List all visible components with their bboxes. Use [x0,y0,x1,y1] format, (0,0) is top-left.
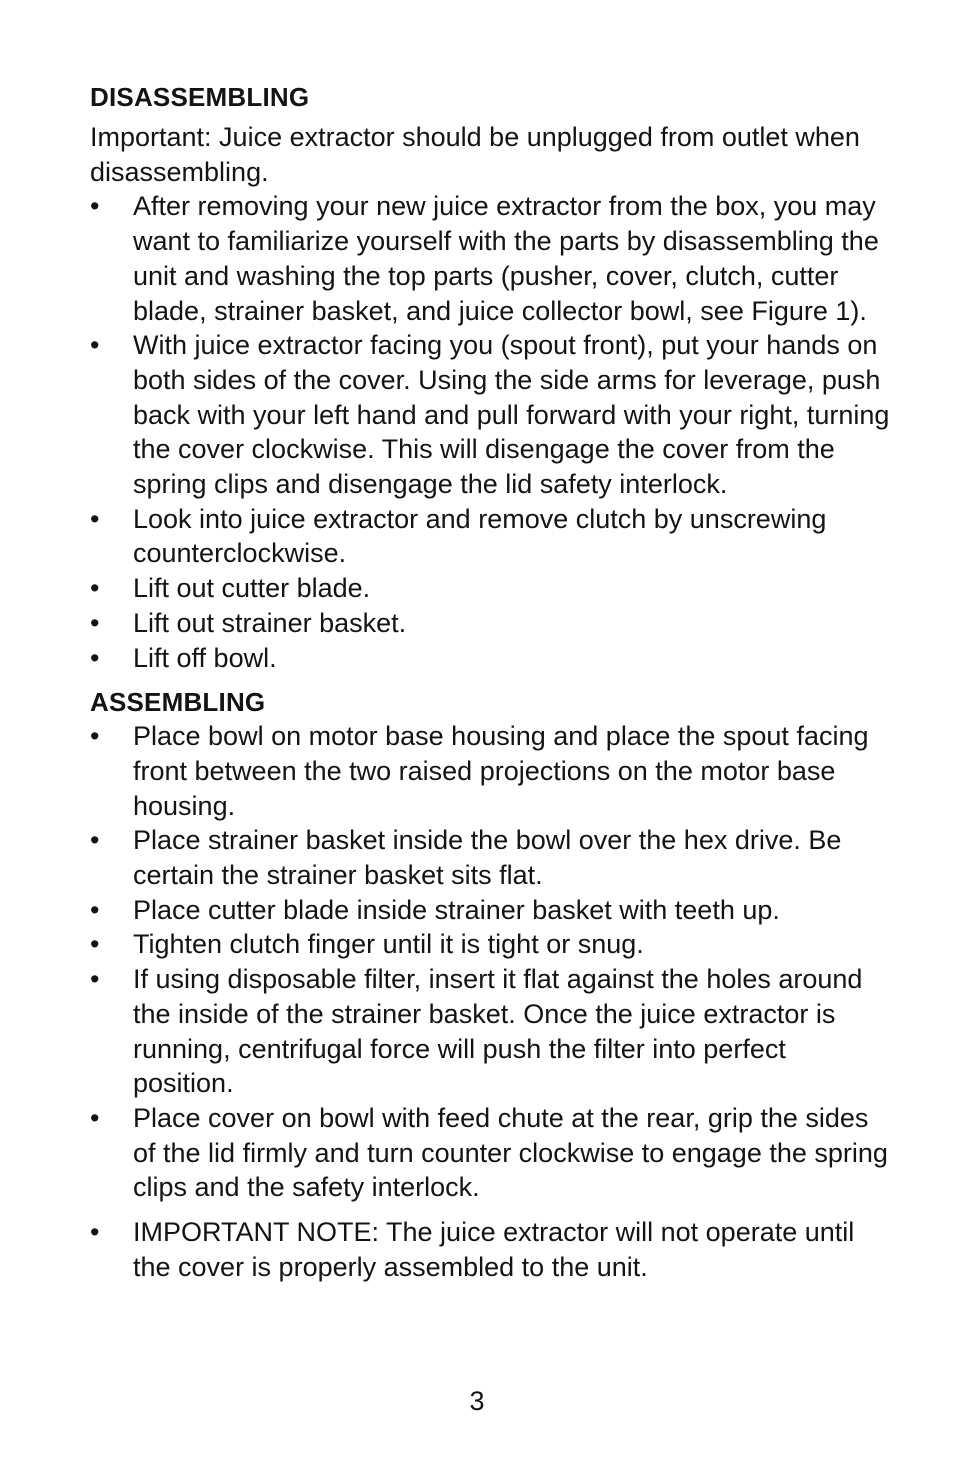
bullet-marker: • [90,825,100,856]
list-item-text: If using disposable filter, insert it flat against the holes around the inside of the strainer basket. Once the juice extractor is running, centrifugal force will push the filter into perfect position. [133,964,863,1099]
bullet-marker: • [90,503,100,534]
list-item-text: Look into juice extractor and remove clutch by unscrewing counterclockwise. [133,503,827,569]
list-item [90,893,890,928]
list-item-text: Place cutter blade inside strainer basket with teeth up. [133,894,780,925]
important-note-item [90,1215,890,1284]
bullet-marker: • [90,607,100,638]
list-item-text: Lift off bowl. [133,642,277,673]
disassembling-intro: Important: Juice extractor should be unplugged from outlet when disassembling. [90,122,860,187]
list-item-text: With juice extractor facing you (spout front), put your hands on both sides of the cover. Using the side arms for leverage, push back with your left hand and pull forward with your right, turning the cover clockwise. This will disengage the cover from the spring clips and disengage the lid safety interlock. [133,330,890,500]
list-item [90,1101,890,1205]
bullet-marker: • [90,330,100,361]
list-item [90,328,890,502]
bullet-marker: • [90,642,100,673]
list-item-text: Lift out cutter blade. [133,573,371,604]
list-item [90,641,890,676]
list-item [90,571,890,606]
list-item [90,962,890,1101]
list-item-text: Place bowl on motor base housing and place the spout facing front between the two raised projections on the motor base housing. [133,721,869,821]
list-item [90,719,890,823]
bullet-marker: • [90,964,100,995]
list-item-text: Lift out strainer basket. [133,607,407,638]
list-item [90,502,890,571]
manual-page [90,80,890,1285]
list-item [90,189,890,328]
bullet-marker: • [90,929,100,960]
bullet-marker: • [90,1217,100,1248]
list-item-text: Place cover on bowl with feed chute at the rear, grip the sides of the lid firmly and turn counter clockwise to engage the spring clips and the safety interlock. [133,1102,888,1203]
assembling-heading: ASSEMBLING [90,687,266,718]
list-item [90,927,890,962]
bullet-marker: • [90,573,100,604]
bullet-marker: • [90,721,100,752]
assembling-list [90,719,890,1284]
disassembling-heading: DISASSEMBLING [90,82,310,112]
bullet-marker: • [90,894,100,925]
list-item [90,606,890,641]
list-item [90,823,890,892]
page-number: 3 [469,1386,485,1416]
list-item-text: Place strainer basket inside the bowl over the hex drive. Be certain the strainer basket sits flat. [133,825,842,891]
bullet-marker: • [90,1102,100,1133]
important-note-text: IMPORTANT NOTE: The juice extractor will not operate until the cover is properly assembled to the unit. [133,1217,855,1282]
disassembling-list [90,189,890,675]
bullet-marker: • [90,191,100,222]
list-item-text: After removing your new juice extractor from the box, you may want to familiarize yourself with the parts by disassembling the unit and washing the top parts (pusher, cover, clutch, cutter blade, strainer basket, and juice collector bowl, see Figure 1). [133,191,879,326]
list-item-text: Tighten clutch finger until it is tight or snug. [133,929,644,960]
